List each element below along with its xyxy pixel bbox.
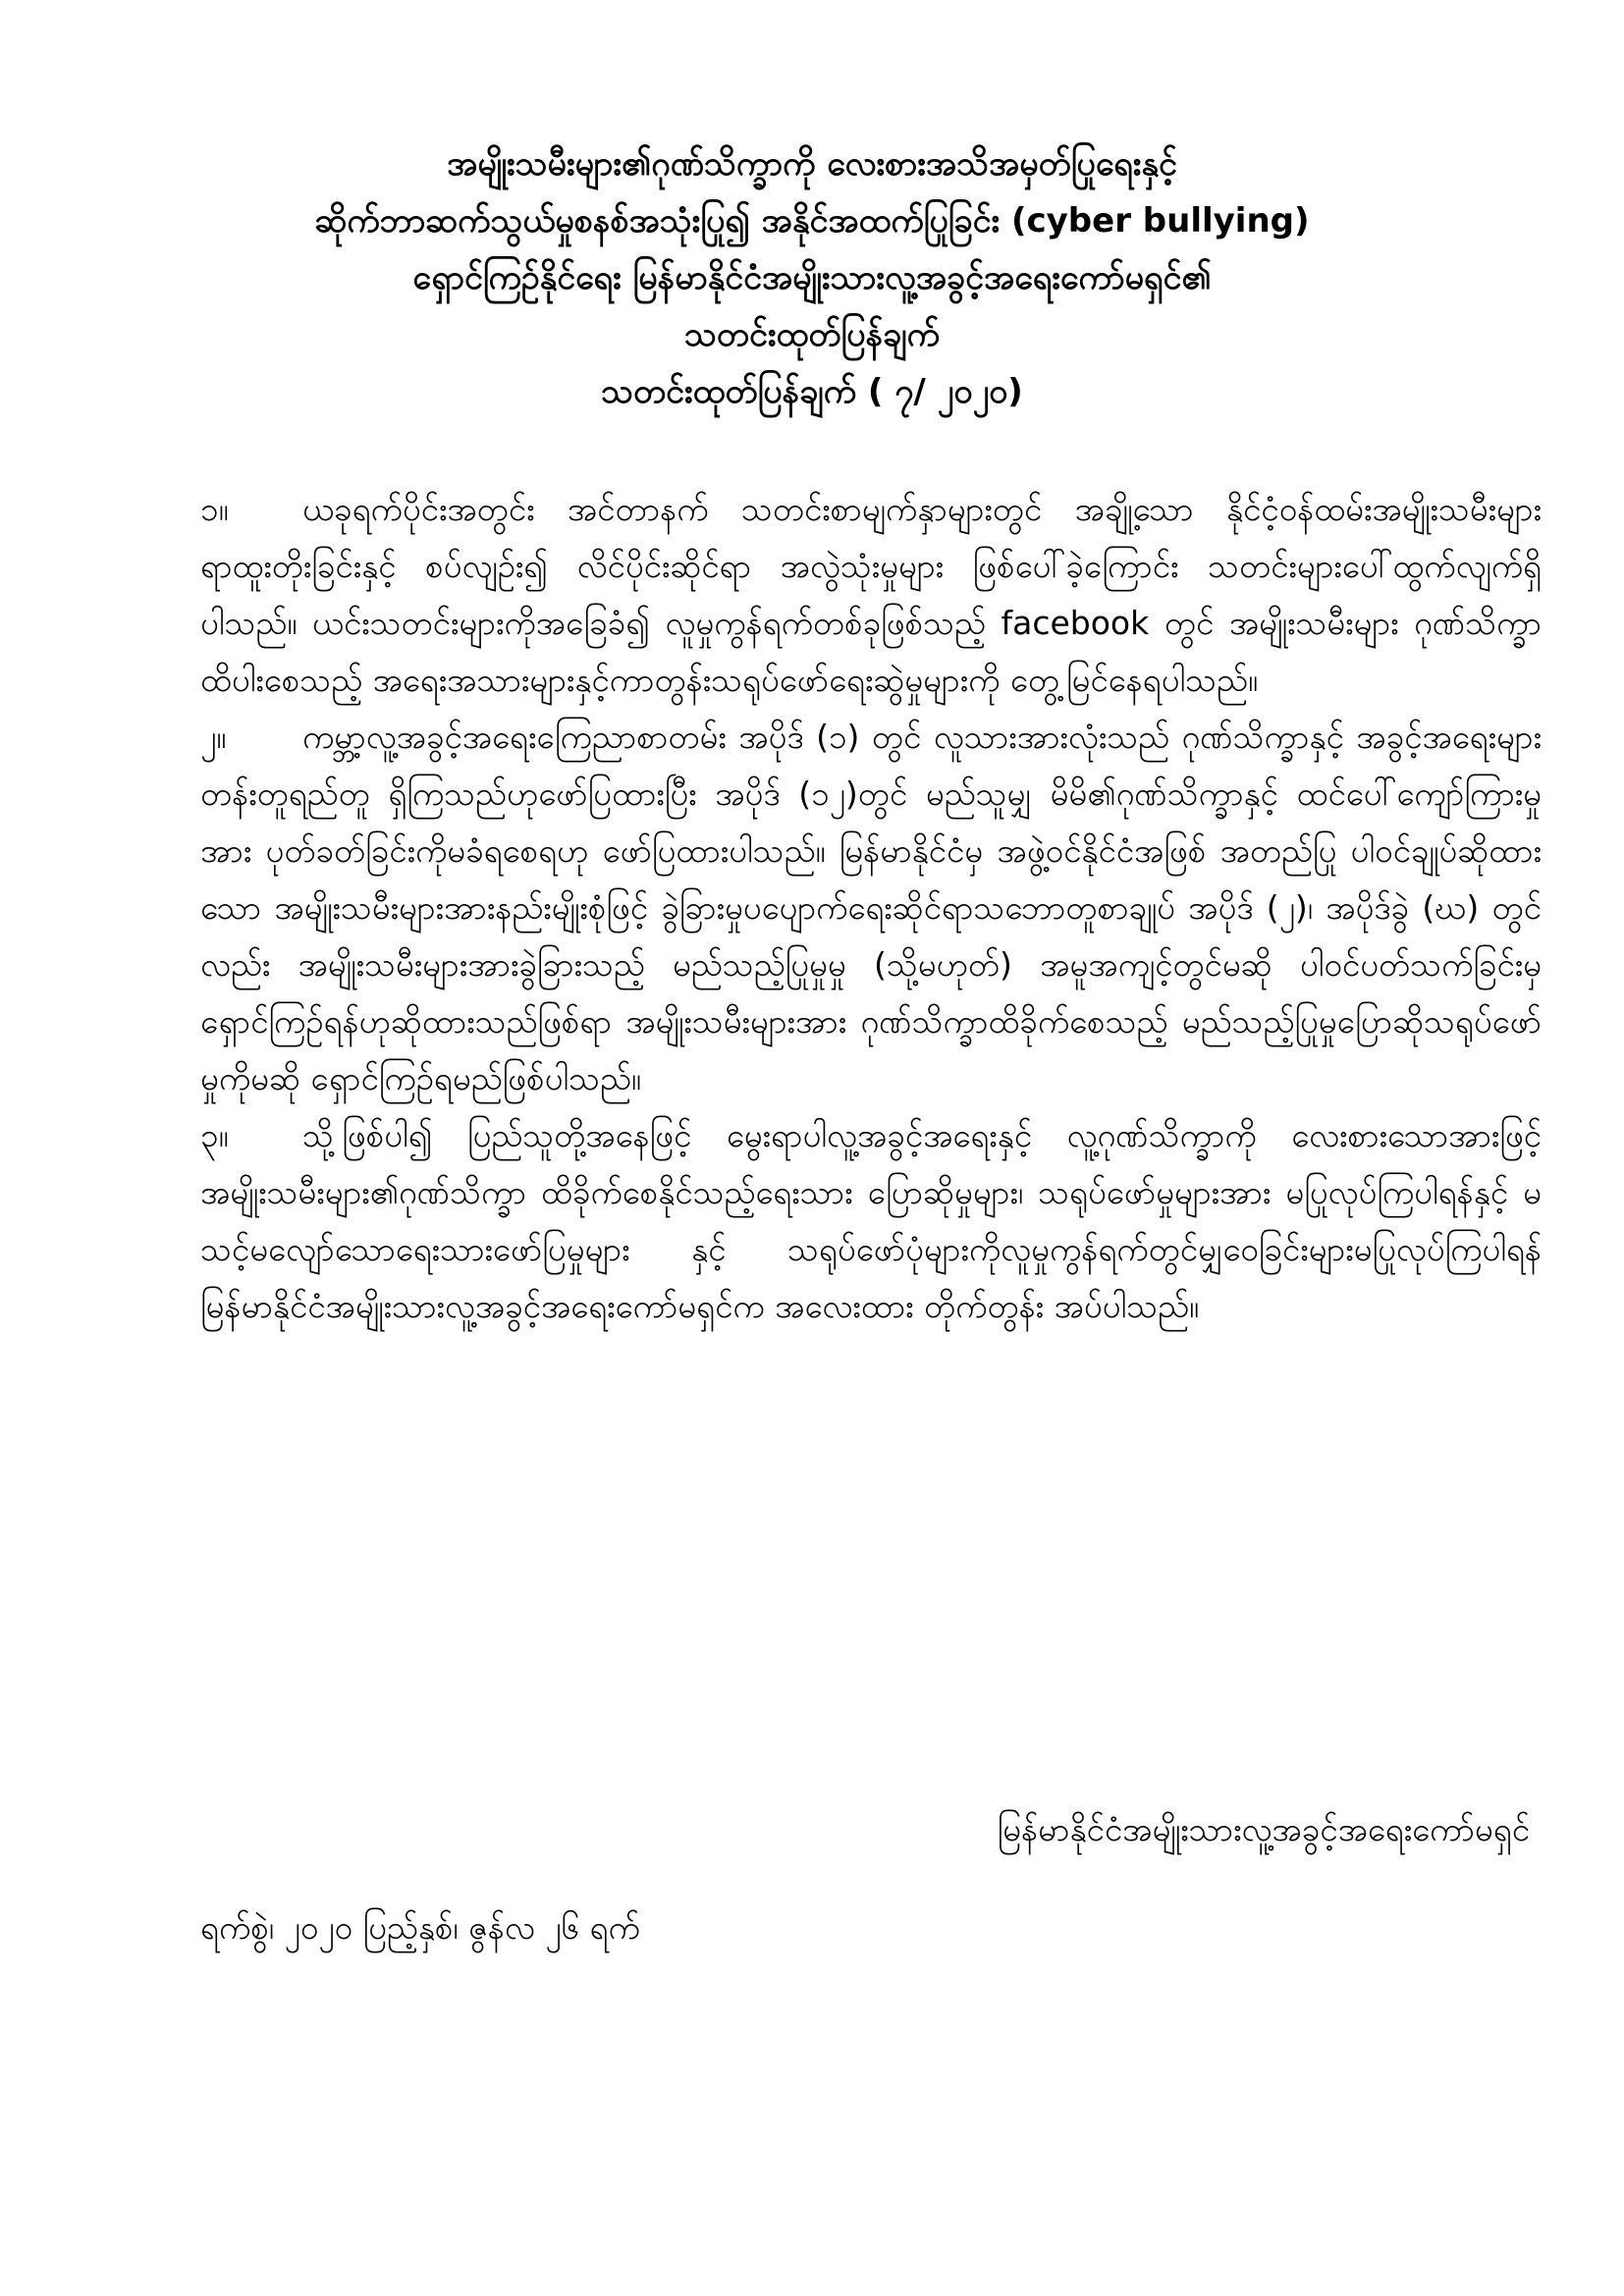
heading-line-4: သတင်းထုတ်ပြန်ချက်	[684, 315, 940, 354]
document-heading	[196, 135, 1428, 420]
date-line: ရက်စွဲ၊ ၂၀၂၀ ပြည့်နှစ်၊ ဇွန်လ ၂၆ ရက်	[200, 1908, 640, 1947]
paragraph-1	[200, 481, 1542, 709]
paragraph-3	[200, 1107, 1542, 1335]
paragraph-2	[200, 709, 1542, 1107]
paragraph-number: ၂။	[200, 718, 227, 756]
signature-line: မြန်မာနိုင်ငံအမျိုးသားလူ့အခွင့်အရေးကော်မရှင်	[997, 1810, 1530, 1848]
document-body	[200, 481, 1542, 1335]
heading-line-2: ဆိုက်ဘာဆက်သွယ်မှုစနစ်အသုံးပြု၍ အနိုင်အထက်ပြုခြင်း (cyber bullying)	[314, 201, 1310, 240]
paragraph-text: ကမ္ဘာ့လူ့အခွင့်အရေးကြေညာစာတမ်း အပိုဒ် (၁) တွင် လူသားအားလုံးသည် ဂုဏ်သိက္ခာနှင့် အခွင့်အရေးများတန်းတူရည်တူ ရှိကြသည်ဟုဖော်ပြထားပြီး အပိုဒ် (၁၂)တွင် မည်သူမျှ မိမိ၏ဂုဏ်သိက္ခာနှင့် ထင်ပေါ်ကျော်ကြားမှုအား ပုတ်ခတ်ခြင်းကိုမခံရစေရဟု ဖော်ပြထားပါသည်။ မြန်မာနိုင်ငံမှ အဖွဲ့ဝင်နိုင်ငံအဖြစ် အတည်ပြု ပါဝင်ချုပ်ဆိုထားသော အမျိုးသမီးများအားနည်းမျိုးစုံဖြင့် ခွဲခြားမှုပပျောက်ရေးဆိုင်ရာသဘောတူစာချုပ် အပိုဒ် (၂)၊ အပိုဒ်ခွဲ (ဃ) တွင်လည်း အမျိုးသမီးများအားခွဲခြားသည့် မည်သည့်ပြုမှုမှု (သို့မဟုတ်) အမူအကျင့်တွင်မဆို ပါဝင်ပတ်သက်ခြင်းမှရှောင်ကြဉ်ရန်ဟုဆိုထားသည်ဖြစ်ရာ အမျိုးသမီးများအား ဂုဏ်သိက္ခာထိခိုက်စေသည့် မည်သည့်ပြုမှုပြောဆိုသရုပ်ဖော်မှုကိုမဆို ရှောင်ကြဉ်ရမည်ဖြစ်ပါသည်။	[200, 718, 1542, 1097]
paragraph-number: ၃။	[200, 1116, 229, 1154]
paragraph-number: ၁။	[200, 490, 229, 528]
heading-line-1: အမျိုးသမီးများ၏ဂုဏ်သိက္ခာကို လေးစားအသိအမှတ်ပြုရေးနှင့်	[447, 144, 1177, 184]
paragraph-text: သို့ဖြစ်ပါ၍ ပြည်သူတို့အနေဖြင့် မွေးရာပါလူ့အခွင့်အရေးနှင့် လူ့ဂုဏ်သိက္ခာကို လေးစားသောအားဖြင့် အမျိုးသမီးများ၏ဂုဏ်သိက္ခာ ထိခိုက်စေနိုင်သည့်ရေးသား ပြောဆိုမှုများ၊ သရုပ်ဖော်မှုများအား မပြုလုပ်ကြပါရန်နှင့် မသင့်မလျော်သောရေးသားဖော်ပြမှုများ နှင့် သရုပ်ဖော်ပုံများကိုလူမှုကွန်ရက်တွင်မျှဝေခြင်းများမပြုလုပ်ကြပါရန် မြန်မာနိုင်ငံအမျိုးသားလူ့အခွင့်အရေးကော်မရှင်က အလေးထား တိုက်တွန်း အပ်ပါသည်။	[200, 1116, 1542, 1325]
heading-line-3: ရှောင်ကြဉ်နိုင်ရေး မြန်မာနိုင်ငံအမျိုးသားလူ့အခွင့်အရေးကော်မရှင်၏	[412, 258, 1212, 297]
heading-line-5: သတင်းထုတ်ပြန်ချက် ( ၇/ ၂၀၂၀)	[601, 372, 1023, 411]
paragraph-text: ယခုရက်ပိုင်းအတွင်း အင်တာနက် သတင်းစာမျက်နှာများတွင် အချို့သော နိုင်ငံ့ဝန်ထမ်းအမျိုးသမီးများ ရာထူးတိုးခြင်းနှင့် စပ်လျဉ်း၍ လိင်ပိုင်းဆိုင်ရာ အလွဲသုံးမှုများ ဖြစ်ပေါ်ခဲ့ကြောင်း သတင်းများပေါ်ထွက်လျက်ရှိပါသည်။ ယင်းသတင်းများကိုအခြေခံ၍ လူမှုကွန်ရက်တစ်ခုဖြစ်သည့် facebook တွင် အမျိုးသမီးများ ဂုဏ်သိက္ခာထိပါးစေသည့် အရေးအသားများနှင့်ကာတွန်းသရုပ်ဖော်ရေးဆွဲမှုများကို တွေ့မြင်နေရပါသည်။	[200, 490, 1542, 699]
